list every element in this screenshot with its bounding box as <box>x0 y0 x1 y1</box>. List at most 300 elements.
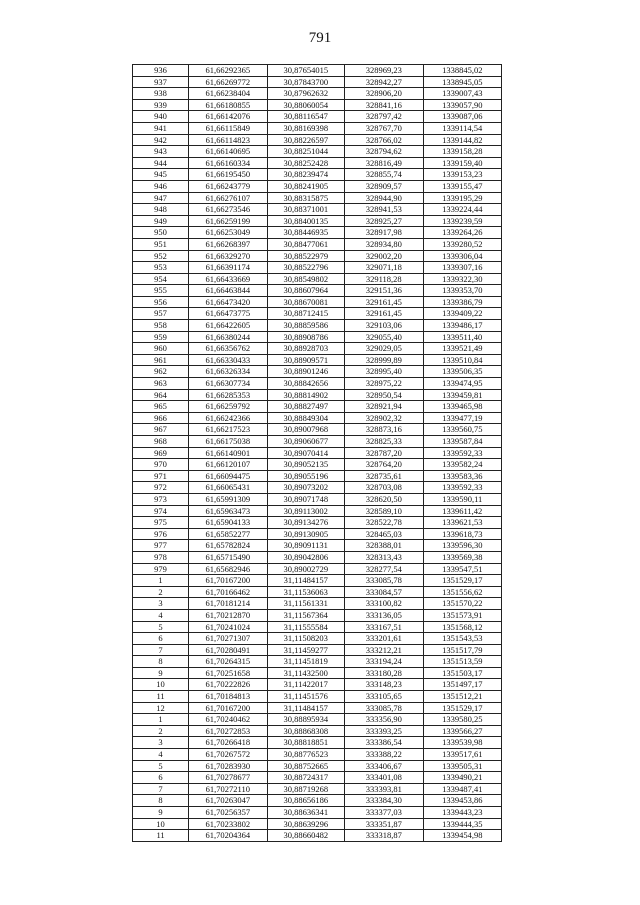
point-number-cell: 967 <box>133 424 189 436</box>
x-coordinate-cell: 328764,20 <box>345 459 423 471</box>
x-coordinate-cell: 333085,78 <box>345 702 423 714</box>
coordinates-table-body <box>133 65 502 842</box>
x-coordinate-cell: 333194,24 <box>345 656 423 668</box>
longitude-cell: 31,11561331 <box>267 598 344 610</box>
y-coordinate-cell: 1339566,27 <box>423 725 502 737</box>
latitude-cell: 61,70263047 <box>189 795 267 807</box>
longitude-cell: 30,88928703 <box>267 343 344 355</box>
table-row <box>133 262 502 274</box>
point-number-cell: 973 <box>133 493 189 505</box>
latitude-cell: 61,66180855 <box>189 99 267 111</box>
latitude-cell: 61,70233802 <box>189 818 267 830</box>
longitude-cell: 31,11451576 <box>267 691 344 703</box>
longitude-cell: 31,11422017 <box>267 679 344 691</box>
point-number-cell: 11 <box>133 691 189 703</box>
x-coordinate-cell: 333401,08 <box>345 772 423 784</box>
point-number-cell: 1 <box>133 575 189 587</box>
x-coordinate-cell: 333085,78 <box>345 575 423 587</box>
table-row <box>133 760 502 772</box>
y-coordinate-cell: 1339459,81 <box>423 389 502 401</box>
point-number-cell: 962 <box>133 366 189 378</box>
y-coordinate-cell: 1339159,40 <box>423 157 502 169</box>
y-coordinate-cell: 1351570,22 <box>423 598 502 610</box>
x-coordinate-cell: 328465,03 <box>345 528 423 540</box>
longitude-cell: 30,89091131 <box>267 540 344 552</box>
point-number-cell: 971 <box>133 470 189 482</box>
point-number-cell: 963 <box>133 378 189 390</box>
x-coordinate-cell: 328969,23 <box>345 65 423 77</box>
x-coordinate-cell: 328841,16 <box>345 99 423 111</box>
table-row <box>133 575 502 587</box>
point-number-cell: 961 <box>133 354 189 366</box>
latitude-cell: 61,66259792 <box>189 401 267 413</box>
latitude-cell: 61,65904133 <box>189 517 267 529</box>
table-row <box>133 378 502 390</box>
y-coordinate-cell: 1339239,59 <box>423 215 502 227</box>
table-row <box>133 320 502 332</box>
point-number-cell: 12 <box>133 702 189 714</box>
latitude-cell: 61,66160334 <box>189 157 267 169</box>
y-coordinate-cell: 1339510,84 <box>423 354 502 366</box>
point-number-cell: 953 <box>133 262 189 274</box>
x-coordinate-cell: 329002,20 <box>345 250 423 262</box>
y-coordinate-cell: 1339487,41 <box>423 783 502 795</box>
longitude-cell: 31,11567364 <box>267 609 344 621</box>
point-number-cell: 8 <box>133 795 189 807</box>
y-coordinate-cell: 1339521,49 <box>423 343 502 355</box>
x-coordinate-cell: 328589,10 <box>345 505 423 517</box>
x-coordinate-cell: 333386,54 <box>345 737 423 749</box>
y-coordinate-cell: 1351513,59 <box>423 656 502 668</box>
table-row <box>133 331 502 343</box>
table-row <box>133 783 502 795</box>
table-row <box>133 470 502 482</box>
latitude-cell: 61,66115849 <box>189 122 267 134</box>
y-coordinate-cell: 1339443,23 <box>423 807 502 819</box>
latitude-cell: 61,70278677 <box>189 772 267 784</box>
latitude-cell: 61,70204364 <box>189 830 267 842</box>
y-coordinate-cell: 1339453,86 <box>423 795 502 807</box>
point-number-cell: 940 <box>133 111 189 123</box>
table-row <box>133 389 502 401</box>
point-number-cell: 10 <box>133 679 189 691</box>
x-coordinate-cell: 329071,18 <box>345 262 423 274</box>
y-coordinate-cell: 1339306,04 <box>423 250 502 262</box>
y-coordinate-cell: 1351503,17 <box>423 667 502 679</box>
longitude-cell: 30,88849304 <box>267 412 344 424</box>
latitude-cell: 61,65852277 <box>189 528 267 540</box>
point-number-cell: 972 <box>133 482 189 494</box>
point-number-cell: 979 <box>133 563 189 575</box>
x-coordinate-cell: 328825,33 <box>345 436 423 448</box>
longitude-cell: 30,88814902 <box>267 389 344 401</box>
latitude-cell: 61,65963473 <box>189 505 267 517</box>
table-row <box>133 772 502 784</box>
y-coordinate-cell: 1339007,43 <box>423 88 502 100</box>
point-number-cell: 960 <box>133 343 189 355</box>
longitude-cell: 31,11459277 <box>267 644 344 656</box>
longitude-cell: 31,11432500 <box>267 667 344 679</box>
latitude-cell: 61,66242366 <box>189 412 267 424</box>
y-coordinate-cell: 1339486,17 <box>423 320 502 332</box>
latitude-cell: 61,70267572 <box>189 749 267 761</box>
table-row <box>133 157 502 169</box>
latitude-cell: 61,66175038 <box>189 436 267 448</box>
longitude-cell: 30,88226597 <box>267 134 344 146</box>
x-coordinate-cell: 333212,21 <box>345 644 423 656</box>
latitude-cell: 61,66120107 <box>189 459 267 471</box>
y-coordinate-cell: 1339580,25 <box>423 714 502 726</box>
latitude-cell: 61,66433669 <box>189 273 267 285</box>
latitude-cell: 61,70212870 <box>189 609 267 621</box>
table-row <box>133 656 502 668</box>
x-coordinate-cell: 328313,43 <box>345 551 423 563</box>
table-row <box>133 807 502 819</box>
y-coordinate-cell: 1351529,17 <box>423 575 502 587</box>
y-coordinate-cell: 1339386,79 <box>423 296 502 308</box>
x-coordinate-cell: 328277,54 <box>345 563 423 575</box>
latitude-cell: 61,70167200 <box>189 575 267 587</box>
x-coordinate-cell: 328909,57 <box>345 180 423 192</box>
longitude-cell: 30,88116547 <box>267 111 344 123</box>
y-coordinate-cell: 1339560,75 <box>423 424 502 436</box>
point-number-cell: 944 <box>133 157 189 169</box>
longitude-cell: 30,89113002 <box>267 505 344 517</box>
x-coordinate-cell: 329103,06 <box>345 320 423 332</box>
table-row <box>133 436 502 448</box>
y-coordinate-cell: 1339596,30 <box>423 540 502 552</box>
latitude-cell: 61,66391174 <box>189 262 267 274</box>
table-row <box>133 99 502 111</box>
point-number-cell: 942 <box>133 134 189 146</box>
table-row <box>133 633 502 645</box>
y-coordinate-cell: 1338945,05 <box>423 76 502 88</box>
table-row <box>133 621 502 633</box>
y-coordinate-cell: 1339057,90 <box>423 99 502 111</box>
point-number-cell: 951 <box>133 238 189 250</box>
point-number-cell: 10 <box>133 818 189 830</box>
longitude-cell: 31,11451819 <box>267 656 344 668</box>
latitude-cell: 61,66142076 <box>189 111 267 123</box>
longitude-cell: 30,88724317 <box>267 772 344 784</box>
y-coordinate-cell: 1339087,06 <box>423 111 502 123</box>
y-coordinate-cell: 1339506,35 <box>423 366 502 378</box>
y-coordinate-cell: 1339474,95 <box>423 378 502 390</box>
longitude-cell: 30,89070414 <box>267 447 344 459</box>
latitude-cell: 61,66268397 <box>189 238 267 250</box>
point-number-cell: 8 <box>133 656 189 668</box>
point-number-cell: 978 <box>133 551 189 563</box>
point-number-cell: 959 <box>133 331 189 343</box>
point-number-cell: 6 <box>133 633 189 645</box>
x-coordinate-cell: 328703,08 <box>345 482 423 494</box>
table-row <box>133 551 502 563</box>
table-row <box>133 493 502 505</box>
y-coordinate-cell: 1339454,98 <box>423 830 502 842</box>
latitude-cell: 61,66140901 <box>189 447 267 459</box>
longitude-cell: 30,89042806 <box>267 551 344 563</box>
x-coordinate-cell: 329118,28 <box>345 273 423 285</box>
x-coordinate-cell: 333393,25 <box>345 725 423 737</box>
y-coordinate-cell: 1339569,38 <box>423 551 502 563</box>
point-number-cell: 977 <box>133 540 189 552</box>
longitude-cell: 30,89134276 <box>267 517 344 529</box>
longitude-cell: 30,88371001 <box>267 204 344 216</box>
table-row <box>133 180 502 192</box>
latitude-cell: 61,66238404 <box>189 88 267 100</box>
x-coordinate-cell: 333384,30 <box>345 795 423 807</box>
latitude-cell: 61,70283930 <box>189 760 267 772</box>
y-coordinate-cell: 1351573,91 <box>423 609 502 621</box>
longitude-cell: 30,88477061 <box>267 238 344 250</box>
y-coordinate-cell: 1351529,17 <box>423 702 502 714</box>
table-row <box>133 204 502 216</box>
longitude-cell: 30,88908786 <box>267 331 344 343</box>
x-coordinate-cell: 333201,61 <box>345 633 423 645</box>
longitude-cell: 31,11484157 <box>267 575 344 587</box>
longitude-cell: 30,88241905 <box>267 180 344 192</box>
table-row <box>133 540 502 552</box>
longitude-cell: 30,88400135 <box>267 215 344 227</box>
latitude-cell: 61,70166462 <box>189 586 267 598</box>
latitude-cell: 61,70280491 <box>189 644 267 656</box>
longitude-cell: 30,88660482 <box>267 830 344 842</box>
table-row <box>133 563 502 575</box>
latitude-cell: 61,70271307 <box>189 633 267 645</box>
point-number-cell: 4 <box>133 609 189 621</box>
y-coordinate-cell: 1339307,16 <box>423 262 502 274</box>
x-coordinate-cell: 328794,62 <box>345 146 423 158</box>
table-row <box>133 505 502 517</box>
x-coordinate-cell: 328787,20 <box>345 447 423 459</box>
x-coordinate-cell: 329055,40 <box>345 331 423 343</box>
table-row <box>133 250 502 262</box>
x-coordinate-cell: 328388,01 <box>345 540 423 552</box>
table-row <box>133 818 502 830</box>
y-coordinate-cell: 1339621,53 <box>423 517 502 529</box>
point-number-cell: 952 <box>133 250 189 262</box>
table-row <box>133 830 502 842</box>
latitude-cell: 61,66273546 <box>189 204 267 216</box>
longitude-cell: 30,88818851 <box>267 737 344 749</box>
point-number-cell: 1 <box>133 714 189 726</box>
y-coordinate-cell: 1339158,28 <box>423 146 502 158</box>
table-row <box>133 702 502 714</box>
y-coordinate-cell: 1351543,53 <box>423 633 502 645</box>
longitude-cell: 30,88252428 <box>267 157 344 169</box>
y-coordinate-cell: 1339155,47 <box>423 180 502 192</box>
table-row <box>133 146 502 158</box>
table-row <box>133 424 502 436</box>
longitude-cell: 30,87654015 <box>267 65 344 77</box>
longitude-cell: 31,11536063 <box>267 586 344 598</box>
x-coordinate-cell: 329161,45 <box>345 296 423 308</box>
y-coordinate-cell: 1339465,98 <box>423 401 502 413</box>
point-number-cell: 955 <box>133 285 189 297</box>
y-coordinate-cell: 1339195,29 <box>423 192 502 204</box>
point-number-cell: 949 <box>133 215 189 227</box>
longitude-cell: 30,88895934 <box>267 714 344 726</box>
longitude-cell: 30,89052135 <box>267 459 344 471</box>
x-coordinate-cell: 333393,81 <box>345 783 423 795</box>
point-number-cell: 936 <box>133 65 189 77</box>
table-row <box>133 482 502 494</box>
latitude-cell: 61,65991309 <box>189 493 267 505</box>
table-row <box>133 691 502 703</box>
x-coordinate-cell: 333180,28 <box>345 667 423 679</box>
point-number-cell: 968 <box>133 436 189 448</box>
latitude-cell: 61,66094475 <box>189 470 267 482</box>
latitude-cell: 61,65715490 <box>189 551 267 563</box>
longitude-cell: 31,11555584 <box>267 621 344 633</box>
latitude-cell: 61,66253049 <box>189 227 267 239</box>
point-number-cell: 3 <box>133 598 189 610</box>
y-coordinate-cell: 1339539,98 <box>423 737 502 749</box>
longitude-cell: 30,88719268 <box>267 783 344 795</box>
x-coordinate-cell: 333377,03 <box>345 807 423 819</box>
table-row <box>133 517 502 529</box>
longitude-cell: 30,89073202 <box>267 482 344 494</box>
x-coordinate-cell: 328735,61 <box>345 470 423 482</box>
longitude-cell: 30,88522796 <box>267 262 344 274</box>
longitude-cell: 30,88842656 <box>267 378 344 390</box>
table-row <box>133 401 502 413</box>
latitude-cell: 61,66114823 <box>189 134 267 146</box>
table-row <box>133 238 502 250</box>
point-number-cell: 966 <box>133 412 189 424</box>
table-row <box>133 598 502 610</box>
x-coordinate-cell: 333351,87 <box>345 818 423 830</box>
longitude-cell: 30,88239474 <box>267 169 344 181</box>
table-row <box>133 343 502 355</box>
table-row <box>133 169 502 181</box>
y-coordinate-cell: 1339444,35 <box>423 818 502 830</box>
longitude-cell: 30,88656186 <box>267 795 344 807</box>
latitude-cell: 61,70241024 <box>189 621 267 633</box>
latitude-cell: 61,66380244 <box>189 331 267 343</box>
x-coordinate-cell: 328767,70 <box>345 122 423 134</box>
latitude-cell: 61,66329270 <box>189 250 267 262</box>
latitude-cell: 61,66140695 <box>189 146 267 158</box>
point-number-cell: 4 <box>133 749 189 761</box>
latitude-cell: 61,66473420 <box>189 296 267 308</box>
x-coordinate-cell: 333136,05 <box>345 609 423 621</box>
longitude-cell: 30,88670081 <box>267 296 344 308</box>
longitude-cell: 30,88639296 <box>267 818 344 830</box>
longitude-cell: 30,89060677 <box>267 436 344 448</box>
x-coordinate-cell: 329029,05 <box>345 343 423 355</box>
x-coordinate-cell: 328855,74 <box>345 169 423 181</box>
longitude-cell: 30,88868308 <box>267 725 344 737</box>
y-coordinate-cell: 1338845,02 <box>423 65 502 77</box>
coordinates-table <box>132 64 502 842</box>
x-coordinate-cell: 328999,89 <box>345 354 423 366</box>
longitude-cell: 30,89007968 <box>267 424 344 436</box>
point-number-cell: 957 <box>133 308 189 320</box>
x-coordinate-cell: 333100,82 <box>345 598 423 610</box>
latitude-cell: 61,66356762 <box>189 343 267 355</box>
longitude-cell: 30,88446935 <box>267 227 344 239</box>
latitude-cell: 61,66473775 <box>189 308 267 320</box>
x-coordinate-cell: 333388,22 <box>345 749 423 761</box>
longitude-cell: 31,11484157 <box>267 702 344 714</box>
table-row <box>133 296 502 308</box>
latitude-cell: 61,65682946 <box>189 563 267 575</box>
table-row <box>133 609 502 621</box>
x-coordinate-cell: 328620,50 <box>345 493 423 505</box>
x-coordinate-cell: 328873,16 <box>345 424 423 436</box>
table-row <box>133 366 502 378</box>
latitude-cell: 61,70256357 <box>189 807 267 819</box>
latitude-cell: 61,66195450 <box>189 169 267 181</box>
point-number-cell: 9 <box>133 807 189 819</box>
longitude-cell: 30,88901246 <box>267 366 344 378</box>
latitude-cell: 61,70184813 <box>189 691 267 703</box>
latitude-cell: 61,66463844 <box>189 285 267 297</box>
latitude-cell: 61,66259199 <box>189 215 267 227</box>
point-number-cell: 950 <box>133 227 189 239</box>
x-coordinate-cell: 333406,67 <box>345 760 423 772</box>
longitude-cell: 30,87962632 <box>267 88 344 100</box>
y-coordinate-cell: 1339353,70 <box>423 285 502 297</box>
table-row <box>133 354 502 366</box>
y-coordinate-cell: 1339114,54 <box>423 122 502 134</box>
y-coordinate-cell: 1339618,73 <box>423 528 502 540</box>
table-row <box>133 714 502 726</box>
longitude-cell: 30,88827497 <box>267 401 344 413</box>
longitude-cell: 30,88060054 <box>267 99 344 111</box>
latitude-cell: 61,66330433 <box>189 354 267 366</box>
table-row <box>133 192 502 204</box>
x-coordinate-cell: 328917,98 <box>345 227 423 239</box>
x-coordinate-cell: 328816,49 <box>345 157 423 169</box>
y-coordinate-cell: 1339490,21 <box>423 772 502 784</box>
latitude-cell: 61,70167200 <box>189 702 267 714</box>
latitude-cell: 61,66217523 <box>189 424 267 436</box>
table-row <box>133 667 502 679</box>
table-row <box>133 725 502 737</box>
latitude-cell: 61,70272110 <box>189 783 267 795</box>
table-row <box>133 122 502 134</box>
y-coordinate-cell: 1339592,33 <box>423 482 502 494</box>
table-row <box>133 215 502 227</box>
x-coordinate-cell: 333084,57 <box>345 586 423 598</box>
latitude-cell: 61,66269772 <box>189 76 267 88</box>
longitude-cell: 30,87843700 <box>267 76 344 88</box>
latitude-cell: 61,65782824 <box>189 540 267 552</box>
y-coordinate-cell: 1339517,61 <box>423 749 502 761</box>
longitude-cell: 30,88251044 <box>267 146 344 158</box>
table-row <box>133 528 502 540</box>
point-number-cell: 7 <box>133 783 189 795</box>
latitude-cell: 61,70222826 <box>189 679 267 691</box>
latitude-cell: 61,66307734 <box>189 378 267 390</box>
latitude-cell: 61,66285353 <box>189 389 267 401</box>
x-coordinate-cell: 328941,53 <box>345 204 423 216</box>
y-coordinate-cell: 1339592,33 <box>423 447 502 459</box>
y-coordinate-cell: 1351517,79 <box>423 644 502 656</box>
y-coordinate-cell: 1339582,24 <box>423 459 502 471</box>
point-number-cell: 5 <box>133 760 189 772</box>
longitude-cell: 30,88636341 <box>267 807 344 819</box>
latitude-cell: 61,70264315 <box>189 656 267 668</box>
y-coordinate-cell: 1339611,42 <box>423 505 502 517</box>
x-coordinate-cell: 329161,45 <box>345 308 423 320</box>
y-coordinate-cell: 1339587,84 <box>423 436 502 448</box>
y-coordinate-cell: 1339224,44 <box>423 204 502 216</box>
y-coordinate-cell: 1339280,52 <box>423 238 502 250</box>
table-row <box>133 227 502 239</box>
